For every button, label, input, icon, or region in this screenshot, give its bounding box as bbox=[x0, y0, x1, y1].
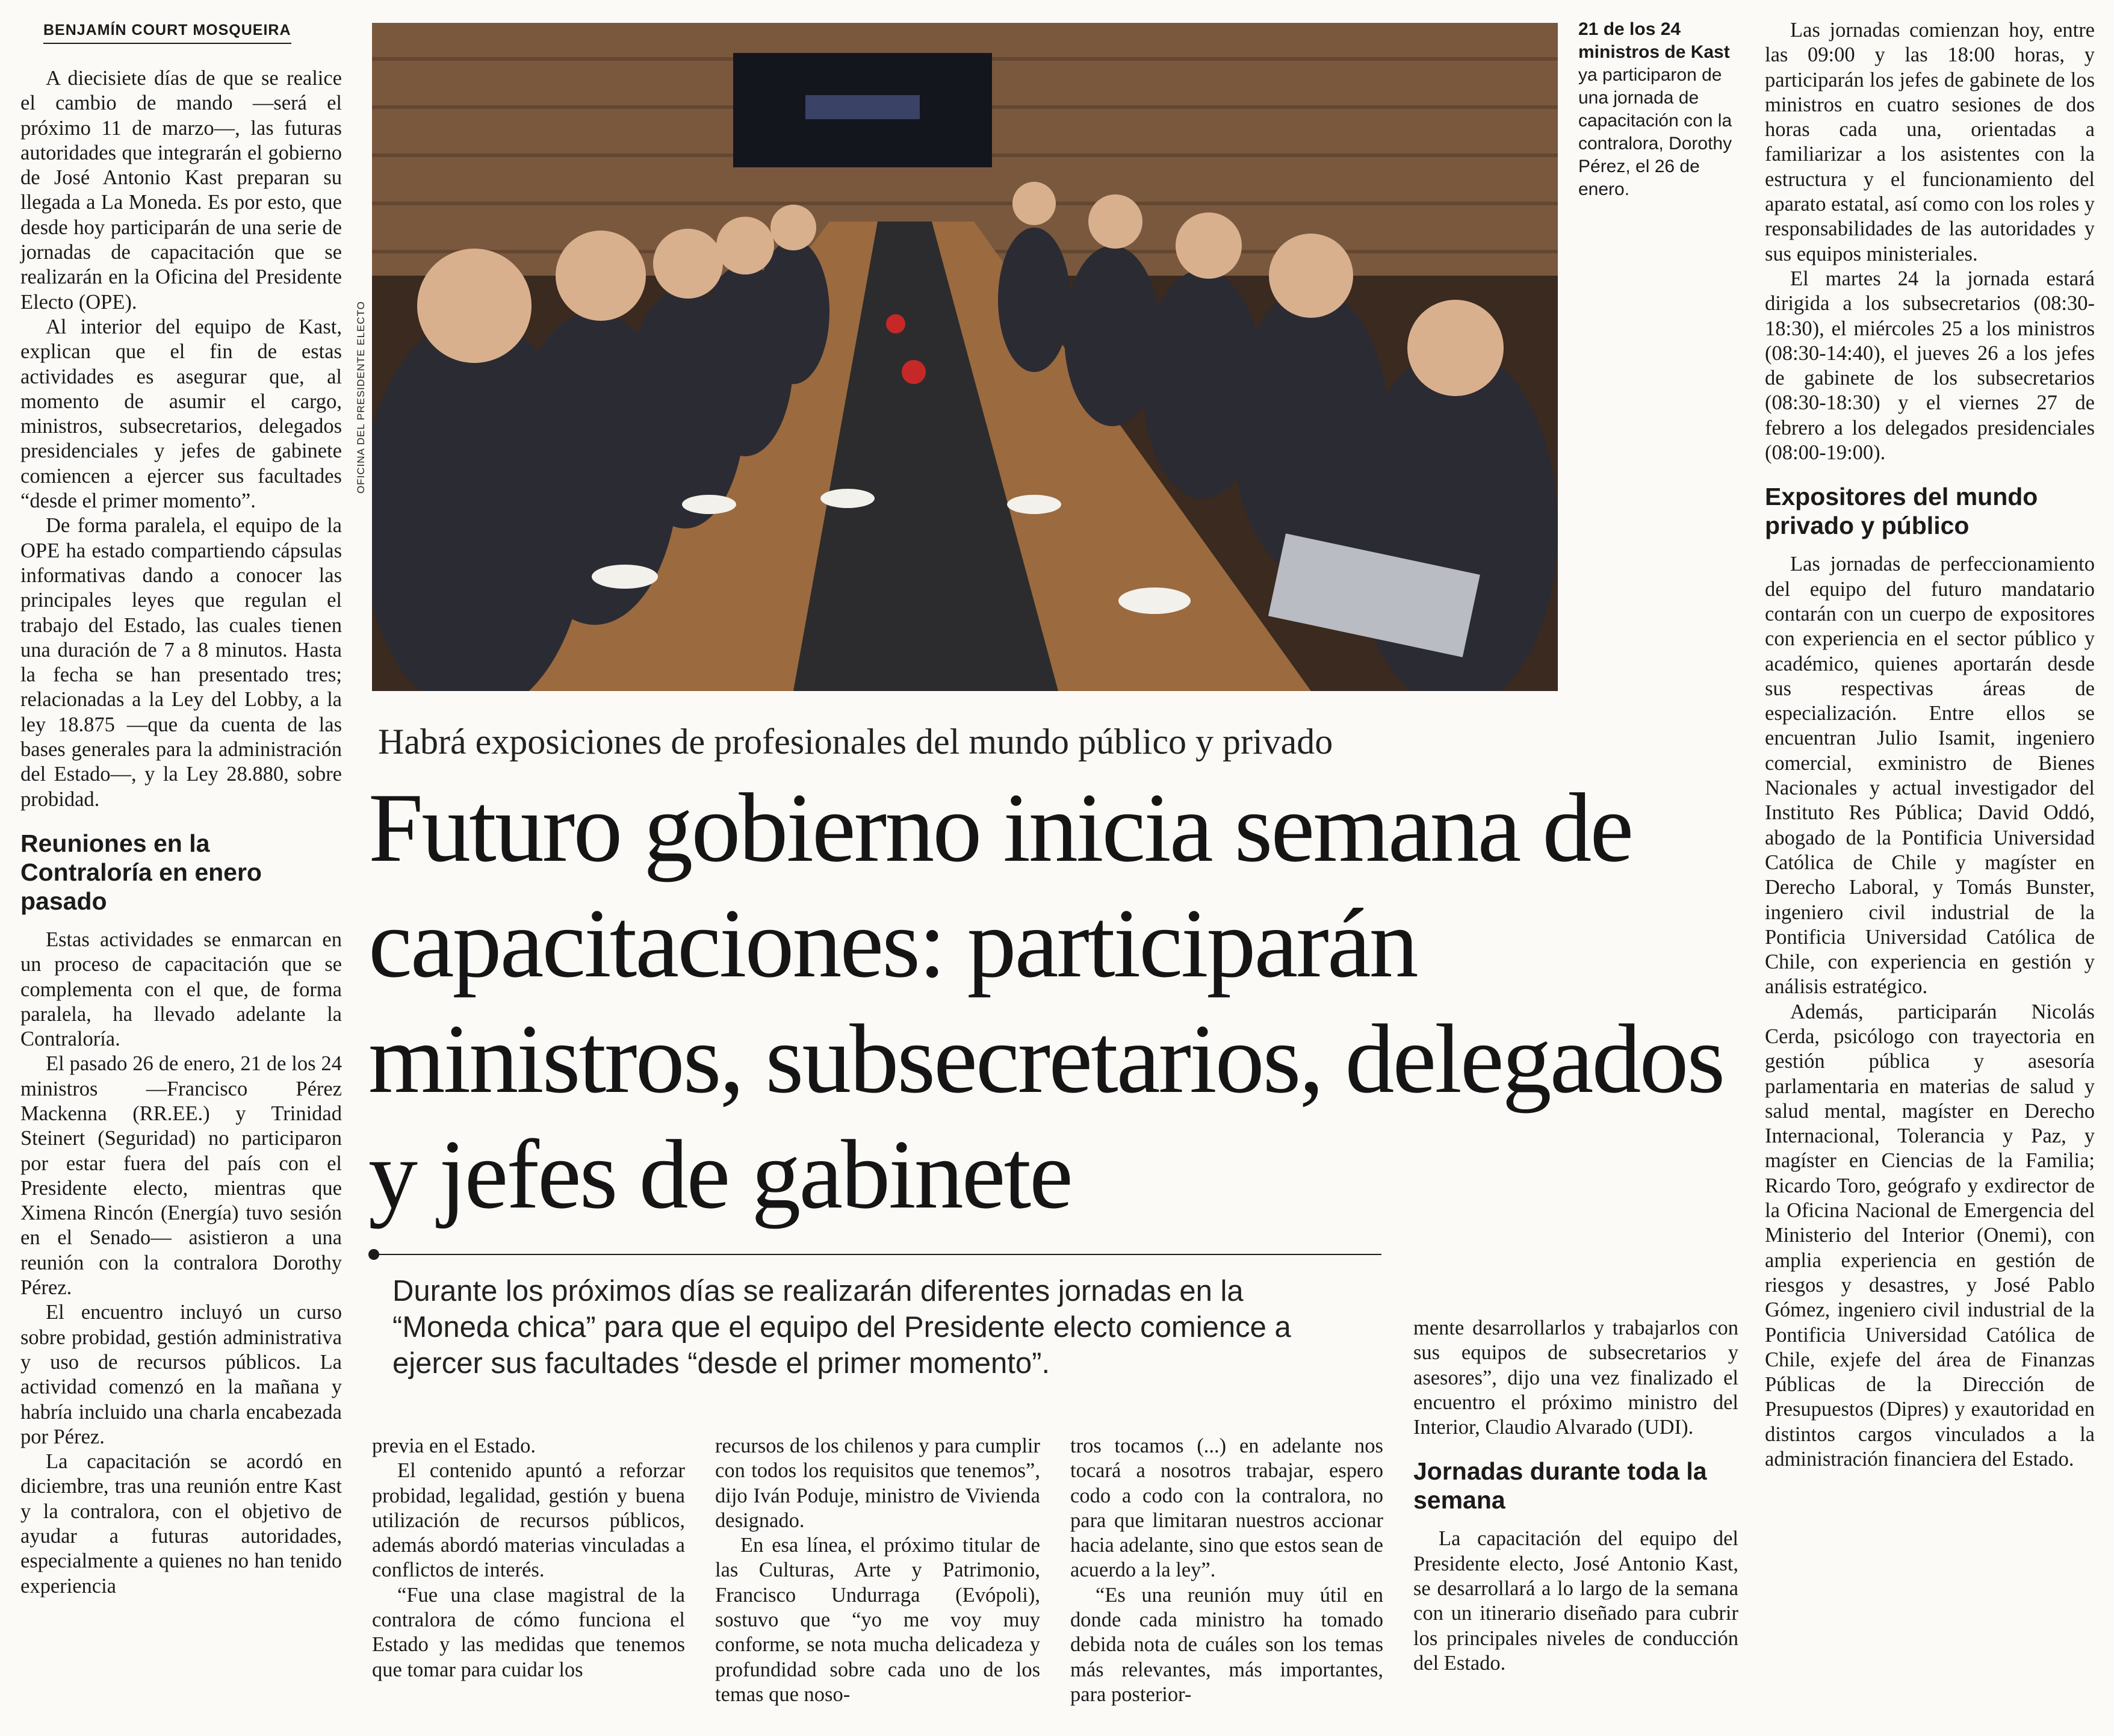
photo-credit: OFICINA DEL PRESIDENTE ELECTO bbox=[355, 301, 367, 494]
paragraph: Además, participarán Nicolás Cerda, psicólogo con trayectoria en gestión pública y asesoría parlamentaria en materias de salud y salud mental, magíster en Derecho Internacional, Tolerancia y Paz, y magíster en Ciencias de la Familia; Ricardo Toro, geógrafo y exdirector de la Oficina Nacional de Emergencia del Ministerio del Interior (Onemi), con amplia experiencia en gestión de riesgos y desastres, y José Pablo Gómez, ingeniero civil industrial de la Pontificia Universidad Católica de Chile, exjefe del área de Finanzas Públicas de la Dirección de Presupuestos (Dipres) y exautoridad en distintos cargos vinculados a la administración financiera del Estado. bbox=[1765, 1000, 2095, 1471]
left-column bbox=[20, 66, 342, 1599]
subhead-jornadas: Jornadas durante toda la semana bbox=[1413, 1457, 1707, 1514]
paragraph: Las jornadas comienzan hoy, entre las 09:00 y las 18:00 horas, y participarán los jefes de gabinete de los ministros en cuatro sesiones de dos horas cada una, orientadas a familiarizar a los asistentes con la estructura y el funcionamiento del aparato estatal, así como con los roles y responsabilidades de las autoridades y sus equipos ministeriales. bbox=[1765, 19, 2095, 265]
caption-lead: 21 de los 24 ministros de Kast bbox=[1578, 19, 1730, 62]
deck-rule bbox=[373, 1254, 1381, 1255]
paragraph: El contenido apuntó a reforzar probidad, legalidad, gestión y buena utilización de recursos públicos, además abordó materias vinculadas a conflictos de interés. bbox=[372, 1459, 685, 1582]
bottom-column-3 bbox=[1070, 1434, 1383, 1707]
caption-text: ya participaron de una jornada de capacitación con la contralora, Dorothy Pérez, el 26 de enero. bbox=[1578, 65, 1732, 199]
column-4 bbox=[1413, 1316, 1738, 1676]
subhead-expositores: Expositores del mundo privado y público bbox=[1765, 483, 2038, 540]
headline: Futuro gobierno inicia semana de capacitaciones: participarán ministros, subsecretarios, delegados y jefes de gabinete bbox=[368, 773, 1724, 1229]
paragraph: El encuentro incluyó un curso sobre probidad, gestión administrativa y uso de recursos públicos. La actividad comenzó en la mañana y habría incluido una charla encabezada por Pérez. bbox=[20, 1301, 342, 1448]
byline: BENJAMÍN COURT MOSQUEIRA bbox=[43, 22, 291, 44]
bottom-column-1 bbox=[372, 1434, 685, 1682]
paragraph: recursos de los chilenos y para cumplir con todos los requisitos que tenemos”, dijo Iván Poduje, ministro de Vivienda designado. bbox=[715, 1434, 1040, 1532]
subhead-reuniones: Reuniones en la Contraloría en enero pasado bbox=[20, 829, 262, 915]
paragraph: A diecisiete días de que se realice el cambio de mando —será el próximo 11 de marzo—, las futuras autoridades que integrarán el gobierno de José Antonio Kast preparan su llegada a La Moneda. Es por esto, que desde hoy participarán de una serie de jornadas de capacitación que se realizarán en la Oficina del Presidente Electo (OPE). bbox=[20, 67, 342, 314]
paragraph: Las jornadas de perfeccionamiento del equipo del futuro mandatario contarán con un cuerpo de expositores con experiencia en el sector público y académico, quienes aportarán desde sus respectivas áreas de especialización. Entre ellos se encuentran Julio Isamit, ingeniero comercial, exministro de Bienes Nacionales y actual investigador del Instituto Res Pública; David Oddó, abogado de la Pontificia Universidad Católica de Chile y magíster en Derecho Laboral, y Tomás Bunster, ingeniero civil industrial de la Pontificia Universidad Católica de Chile, con experiencia en gestión y análisis estratégico. bbox=[1765, 553, 2095, 999]
photo-caption bbox=[1578, 18, 1741, 201]
paragraph: La capacitación del equipo del Presidente electo, José Antonio Kast, se desarrollará a lo largo de la semana con un itinerario diseñado para cubrir los principales niveles de conducción del Estado. bbox=[1413, 1527, 1738, 1675]
paragraph: previa en el Estado. bbox=[372, 1434, 536, 1457]
paragraph: Estas actividades se enmarcan en un proceso de capacitación que se complementa con el que, de forma paralela, ha llevado adelante la Contraloría. bbox=[20, 928, 342, 1051]
paragraph: tros tocamos (...) en adelante nos tocará a nosotros trabajar, espero codo a codo con la contralora, no para que limitaran nuestros accionar hacia adelante, sino que estos sean de acuerdo a la ley”. bbox=[1070, 1434, 1383, 1582]
meeting-photo-illustration bbox=[372, 23, 1558, 691]
paragraph: Al interior del equipo de Kast, explican que el fin de estas actividades es asegurar que, al momento de asumir el cargo, ministros, subsecretarios, delegados presidenciales y jefes de gabinete comiencen a ejercer sus facultades “desde el primer momento”. bbox=[20, 315, 342, 513]
paragraph: mente desarrollarlos y trabajarlos con sus equipos de subsecretarios y asesores”, dijo una vez finalizado el encuentro el próximo ministro del Interior, Claudio Alvarado (UDI). bbox=[1413, 1316, 1738, 1439]
paragraph: El martes 24 la jornada estará dirigida a los subsecretarios (08:30-18:30), el miércoles 25 a los ministros (08:30-14:40), el jueves 26 a los jefes de gabinete de los subsecretarios (08:30-18:30) y el viernes 27 de febrero a los delegados presidenciales (08:00-19:00). bbox=[1765, 267, 2095, 465]
paragraph: El pasado 26 de enero, 21 de los 24 ministros —Francisco Pérez Mackenna (RR.EE.) y Trinidad Steinert (Seguridad) no participaron por estar fuera del país con el Presidente electo, mientras que Ximena Rincón (Energía) tuvo sesión en el Senado— asistieron a una reunión con la contralora Dorothy Pérez. bbox=[20, 1052, 342, 1300]
paragraph: De forma paralela, el equipo de la OPE ha estado compartiendo cápsulas informativas dando a conocer las principales leyes que regulan el trabajo del Estado, las cuales tienen una duración de 7 a 8 minutos. Hasta la fecha se han presentado tres; relacionadas a la Ley del Lobby, a la ley 18.875 —que da cuenta de las bases generales para la administración del Estado—, y la Ley 28.880, sobre probidad. bbox=[20, 514, 342, 811]
kicker: Habrá exposiciones de profesionales del mundo público y privado bbox=[378, 722, 1333, 761]
meeting-photo bbox=[372, 23, 1558, 691]
paragraph: En esa línea, el próximo titular de las Culturas, Arte y Patrimonio, Francisco Undurraga (Evópoli), sostuvo que “yo me voy muy conforme, se nota mucha delicadeza y profundidad sobre cada uno de los temas que noso- bbox=[715, 1534, 1040, 1706]
right-column bbox=[1765, 18, 2095, 1472]
paragraph: La capacitación se acordó en diciembre, tras una reunión entre Kast y la contralora, con el objetivo de ayudar a futuras autoridades, especialmente a quienes no han tenido experiencia bbox=[20, 1450, 342, 1598]
bottom-column-2 bbox=[715, 1434, 1040, 1707]
paragraph: “Fue una clase magistral de la contralora de cómo funciona el Estado y las medidas que tenemos que tomar para cuidar los bbox=[372, 1583, 685, 1681]
deck: Durante los próximos días se realizarán diferentes jornadas en la “Moneda chica” para que el equipo del Presidente electo comience a ejercer sus facultades “desde el primer momento”. bbox=[392, 1275, 1291, 1380]
paragraph: “Es una reunión muy útil en donde cada ministro ha tomado debida nota de cuáles son los temas más relevantes, más importantes, para posterior- bbox=[1070, 1583, 1383, 1706]
